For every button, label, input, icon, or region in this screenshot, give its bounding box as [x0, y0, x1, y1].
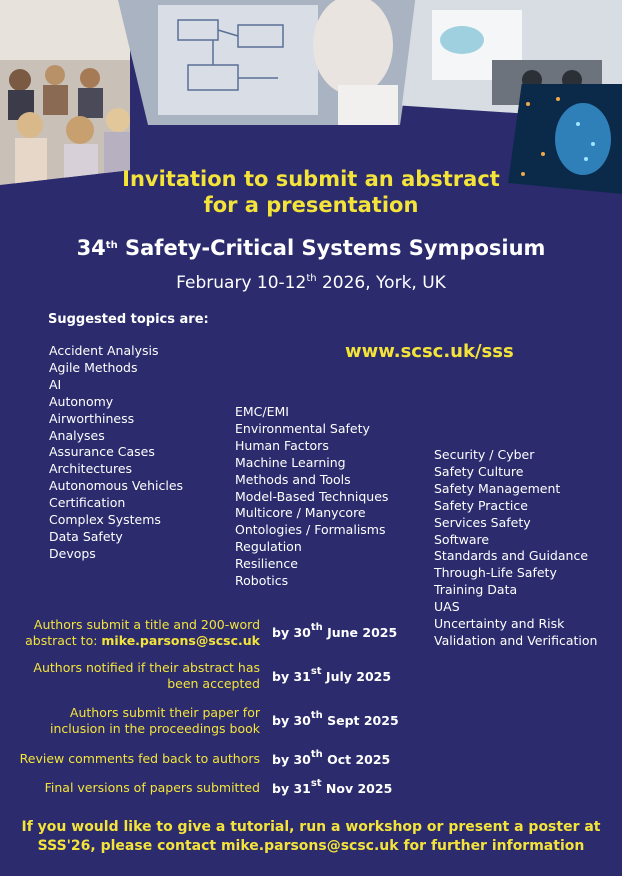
deadline-label-line-2: [10, 676, 260, 692]
topic-item: Uncertainty and Risk: [434, 616, 565, 632]
topic-item: Multicore / Manycore: [235, 505, 366, 521]
deadline-ordinal-suffix: th: [310, 710, 323, 721]
deadline-label-line-1: Authors submit a title and 200-word: [33, 617, 260, 632]
topics-column-3: [434, 447, 597, 650]
topic-item: Accident Analysis: [49, 343, 159, 358]
deadline-date: [272, 622, 398, 641]
topic-item: Through-Life Safety: [434, 565, 557, 581]
dates-prefix: February 10-12: [176, 273, 307, 293]
invitation-headline: [0, 166, 622, 218]
cta-line-1: If you would like to give a tutorial, run a workshop or present a poster at: [21, 819, 601, 835]
deadline-label-line-2: [10, 633, 260, 649]
deadline-date: [272, 666, 392, 685]
topic-item: Complex Systems: [49, 512, 161, 528]
topic-item: Software: [434, 531, 490, 547]
deadline-label-line-1: Final versions of papers submitted: [44, 780, 260, 795]
topic-item: Agile Methods: [49, 359, 138, 375]
deadline-ordinal-suffix: st: [310, 666, 322, 677]
topic-item: Assurance Cases: [49, 444, 155, 460]
deadline-date-rest: Nov 2025: [321, 781, 393, 796]
deadline-by: by 31: [272, 669, 311, 684]
deadline-date: [272, 710, 399, 729]
deadline-label: [10, 705, 260, 737]
deadline-label: [10, 660, 260, 692]
deadline-date: [272, 749, 391, 768]
engineers-diagram-photo: [118, 0, 418, 125]
topic-item: Resilience: [235, 556, 298, 572]
event-dates: [0, 273, 622, 293]
topic-item: Safety Practice: [434, 497, 528, 513]
topic-item: Devops: [49, 545, 96, 561]
symposium-title: [0, 236, 622, 260]
deadline-by: by 30: [272, 625, 311, 640]
topic-item: Safety Management: [434, 480, 561, 496]
topics-heading: Suggested topics are:: [48, 312, 209, 327]
deadline-label-line-1: Authors notified if their abstract has: [33, 660, 260, 675]
deadline-label: [10, 780, 260, 796]
topic-item: Validation and Verification: [434, 632, 598, 648]
topic-item: Regulation: [235, 539, 302, 555]
deadline-label: [10, 617, 260, 649]
headline-line-2: for a presentation: [203, 193, 419, 217]
deadline-by: by 30: [272, 713, 311, 728]
deadline-label-line-2: [10, 721, 260, 737]
topic-item: Airworthiness: [49, 410, 135, 426]
deadline-email-link[interactable]: mike.parsons@scsc.uk: [101, 633, 260, 648]
deadline-by: by 30: [272, 752, 311, 767]
deadline-label-line-1: Authors submit their paper for: [69, 705, 260, 720]
topic-item: Autonomous Vehicles: [49, 478, 184, 494]
website-link[interactable]: www.scsc.uk/sss: [345, 341, 514, 362]
topic-item: AI: [49, 376, 62, 392]
topic-item: UAS: [434, 599, 460, 615]
topic-item: Training Data: [434, 582, 518, 598]
topic-item: Methods and Tools: [235, 471, 351, 487]
deadline-label-text: abstract to:: [25, 633, 102, 648]
deadline-ordinal-suffix: th: [310, 749, 323, 760]
symposium-name: Safety-Critical Systems Symposium: [125, 236, 546, 260]
headline-line-1: Invitation to submit an abstract: [122, 167, 500, 191]
topic-item: Environmental Safety: [235, 420, 370, 436]
deadline-label: [10, 751, 260, 767]
cta-line-2: SSS'26, please contact mike.parsons@scsc.uk for further information: [37, 838, 585, 854]
deadline-date-rest: Oct 2025: [322, 752, 391, 767]
topic-item: Human Factors: [235, 437, 329, 453]
topic-item: Standards and Guidance: [434, 548, 589, 564]
topics-column-1: [49, 343, 183, 563]
deadline-label-line-1: Review comments fed back to authors: [19, 751, 260, 766]
topic-item: Certification: [49, 495, 126, 511]
deadline-date-rest: Sept 2025: [322, 713, 399, 728]
topic-item: Ontologies / Formalisms: [235, 522, 386, 538]
deadline-date-rest: June 2025: [322, 625, 398, 640]
topic-item: Robotics: [235, 573, 289, 589]
deadline-by: by 31: [272, 781, 311, 796]
topics-column-2: [235, 404, 388, 590]
deadline-ordinal-suffix: st: [310, 778, 322, 789]
call-to-action: [0, 818, 622, 856]
topic-item: Services Safety: [434, 514, 531, 530]
deadline-date: [272, 778, 393, 797]
deadline-ordinal-suffix: th: [310, 622, 323, 633]
conference-audience-photo: [0, 0, 130, 185]
deadline-label-text: been accepted: [167, 676, 260, 691]
topic-item: Machine Learning: [235, 454, 346, 470]
topic-item: Analyses: [49, 427, 105, 443]
deadline-date-rest: July 2025: [321, 669, 392, 684]
topic-item: EMC/EMI: [235, 404, 289, 419]
symposium-ordinal-suffix: th: [105, 240, 118, 251]
dates-suffix: th: [306, 273, 317, 284]
topic-item: Architectures: [49, 461, 133, 477]
topic-item: Safety Culture: [434, 463, 524, 479]
topic-item: Security / Cyber: [434, 447, 535, 462]
topic-item: Autonomy: [49, 393, 114, 409]
topic-item: Data Safety: [49, 528, 123, 544]
symposium-ordinal: 34: [76, 236, 106, 260]
topic-item: Model-Based Techniques: [235, 488, 389, 504]
deadline-label-text: inclusion in the proceedings book: [50, 721, 260, 736]
dates-rest: 2026, York, UK: [316, 273, 446, 293]
